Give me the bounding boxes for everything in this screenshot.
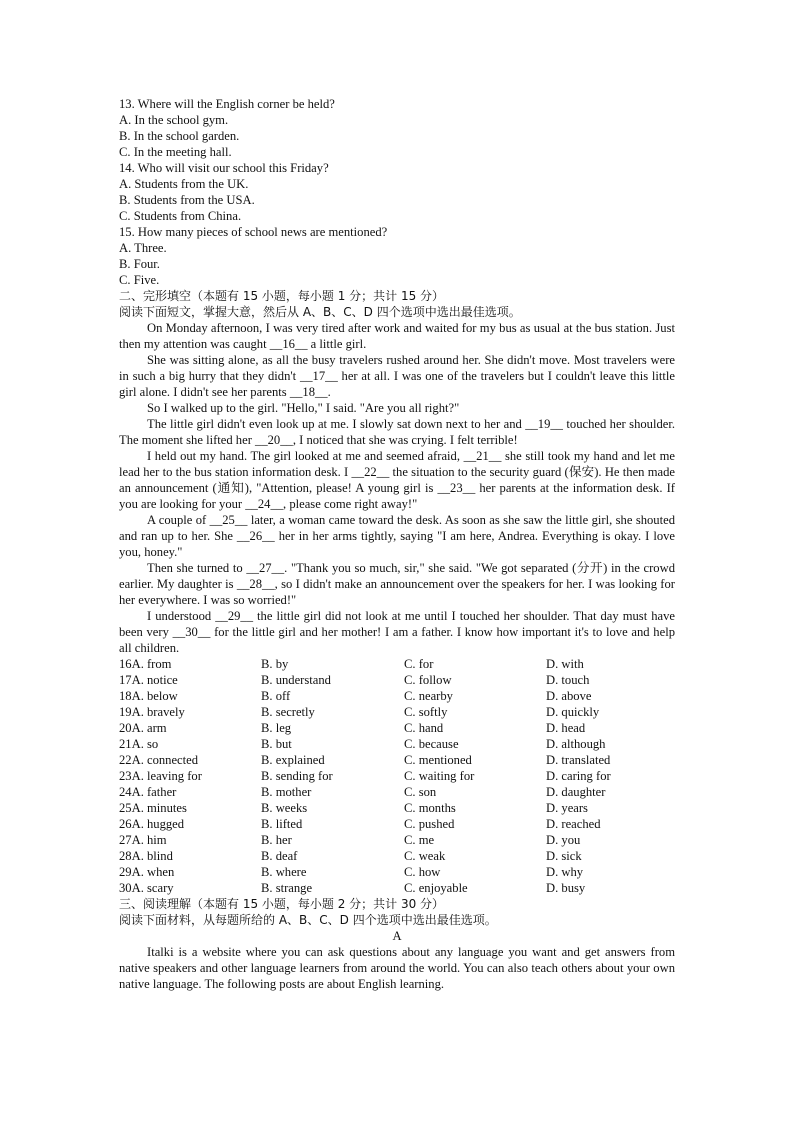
option-a: A. In the school gym.: [119, 113, 229, 127]
passage-paragraph: A couple of __25__ later, a woman came toward the desk. As soon as she saw the little girl, she shouted and ran up to her. She __26__ her in her arms tightly, saying "I am here, Andrea. Everything is okay. I love you, honey.": [119, 513, 675, 559]
option-cell: B. off: [261, 689, 291, 703]
option-cell: C. enjoyable: [404, 881, 468, 895]
cloze-passage: [119, 320, 675, 656]
part-label: A: [392, 929, 402, 943]
option-cell: C. nearby: [404, 689, 453, 703]
option-cell: D. sick: [546, 849, 582, 863]
passage-paragraph: I understood __29__ the little girl did not look at me until I touched her shoulder. That day must have been very __30__ for the little girl and her mother! I am a father. I know how important it's to love and help all children.: [119, 609, 675, 655]
option-cell: 24A. father: [119, 785, 177, 799]
option-row: [119, 848, 675, 864]
reading-section: [119, 896, 675, 992]
option-b: B. Students from the USA.: [119, 193, 255, 207]
option-cell: 16A. from: [119, 657, 172, 671]
option-row: [119, 800, 675, 816]
question-text: 14. Who will visit our school this Friday?: [119, 161, 329, 175]
option-cell: 28A. blind: [119, 849, 173, 863]
option-cell: B. but: [261, 737, 292, 751]
option-cell: D. head: [546, 721, 586, 735]
option-row: [119, 688, 675, 704]
option-cell: B. leg: [261, 721, 292, 735]
option-cell: D. reached: [546, 817, 601, 831]
option-row: [119, 704, 675, 720]
option-cell: D. translated: [546, 753, 611, 767]
option-cell: 26A. hugged: [119, 817, 185, 831]
question-13: [119, 96, 675, 160]
section-instruction: 阅读下面材料，从每题所给的 A、B、C、D 四个选项中选出最佳选项。: [119, 913, 497, 927]
option-cell: B. her: [261, 833, 292, 847]
passage-paragraph: The little girl didn't even look up at me. I slowly sat down next to her and __19__ touched her shoulder. The moment she lifted her __20__, I noticed that she was crying. I felt terrible!: [119, 417, 675, 447]
option-cell: B. where: [261, 865, 307, 879]
option-cell: B. strange: [261, 881, 313, 895]
passage-paragraph: So I walked up to the girl. "Hello," I said. "Are you all right?": [147, 401, 460, 415]
listening-questions: [119, 96, 675, 288]
option-cell: B. explained: [261, 753, 325, 767]
section-heading: 二、完形填空（本题有 15 小题，每小题 1 分；共计 15 分）: [119, 289, 445, 303]
option-cell: C. for: [404, 657, 434, 671]
option-cell: 23A. leaving for: [119, 769, 202, 783]
option-cell: 25A. minutes: [119, 801, 187, 815]
option-cell: D. although: [546, 737, 606, 751]
option-cell: 20A. arm: [119, 721, 167, 735]
cloze-options-table: [119, 656, 675, 896]
section-heading: 三、阅读理解（本题有 15 小题，每小题 2 分；共计 30 分）: [119, 897, 445, 911]
option-cell: D. why: [546, 865, 584, 879]
exam-page: [119, 96, 675, 992]
option-cell: C. how: [404, 865, 441, 879]
option-row: [119, 752, 675, 768]
option-cell: B. deaf: [261, 849, 298, 863]
cloze-section: [119, 288, 675, 896]
option-row: [119, 832, 675, 848]
option-cell: 19A. bravely: [119, 705, 185, 719]
option-row: [119, 656, 675, 672]
option-cell: 22A. connected: [119, 753, 199, 767]
option-cell: D. busy: [546, 881, 586, 895]
option-cell: B. understand: [261, 673, 331, 687]
option-cell: C. me: [404, 833, 435, 847]
option-cell: C. son: [404, 785, 437, 799]
option-b: B. In the school garden.: [119, 129, 240, 143]
option-cell: D. years: [546, 801, 588, 815]
option-cell: B. lifted: [261, 817, 303, 831]
question-14: [119, 160, 675, 224]
option-cell: D. caring for: [546, 769, 611, 783]
option-cell: D. touch: [546, 673, 590, 687]
option-b: B. Four.: [119, 257, 160, 271]
question-15: [119, 224, 675, 288]
option-cell: D. you: [546, 833, 581, 847]
option-cell: C. because: [404, 737, 459, 751]
option-cell: B. by: [261, 657, 289, 671]
option-cell: C. hand: [404, 721, 444, 735]
option-cell: C. softly: [404, 705, 448, 719]
option-row: [119, 672, 675, 688]
option-row: [119, 784, 675, 800]
passage-paragraph: She was sitting alone, as all the busy travelers rushed around her. She didn't move. Most travelers were in such a big hurry that they didn't __17__ her at all. I was one of the travelers but I couldn't leave this little girl alone. I didn't see her parents __18__.: [119, 353, 675, 399]
passage-paragraph: Then she turned to __27__. "Thank you so much, sir," she said. "We got separated (分开) in the crowd earlier. My daughter is __28__, so I didn't make an announcement over the speakers for her. I was looking for her everywhere. I was so worried!": [119, 561, 675, 607]
option-cell: C. pushed: [404, 817, 455, 831]
option-cell: D. quickly: [546, 705, 600, 719]
option-c: C. In the meeting hall.: [119, 145, 232, 159]
option-cell: D. with: [546, 657, 584, 671]
option-cell: B. mother: [261, 785, 312, 799]
option-row: [119, 864, 675, 880]
option-a: A. Three.: [119, 241, 167, 255]
option-cell: 29A. when: [119, 865, 175, 879]
option-cell: 21A. so: [119, 737, 159, 751]
question-text: 15. How many pieces of school news are mentioned?: [119, 225, 388, 239]
option-cell: C. weak: [404, 849, 446, 863]
option-cell: C. months: [404, 801, 456, 815]
reading-paragraph: Italki is a website where you can ask questions about any language you want and get answers from native speakers and other language learners from around the world. You can also teach others about your own native language. The following posts are about English learning.: [119, 945, 675, 991]
option-cell: 17A. notice: [119, 673, 178, 687]
option-row: [119, 816, 675, 832]
option-cell: C. mentioned: [404, 753, 472, 767]
option-row: [119, 736, 675, 752]
option-cell: B. weeks: [261, 801, 308, 815]
section-instruction: 阅读下面短文，掌握大意，然后从 A、B、C、D 四个选项中选出最佳选项。: [119, 305, 521, 319]
option-cell: D. above: [546, 689, 592, 703]
option-row: [119, 880, 675, 896]
option-cell: 30A. scary: [119, 881, 174, 895]
passage-paragraph: I held out my hand. The girl looked at me and seemed afraid, __21__ she still took my hand and let me lead her to the bus station information desk. I __22__ the situation to the security guard (保安). He then made an announcement (通知), "Attention, please! A young girl is __23__ her parents at the information desk. If you are looking for your __24__, please come right away!": [119, 449, 675, 511]
option-cell: B. sending for: [261, 769, 333, 783]
option-cell: C. waiting for: [404, 769, 475, 783]
option-cell: D. daughter: [546, 785, 606, 799]
option-cell: B. secretly: [261, 705, 315, 719]
option-a: A. Students from the UK.: [119, 177, 249, 191]
passage-paragraph: On Monday afternoon, I was very tired after work and waited for my bus as usual at the bus station. Just then my attention was caught __16__ a little girl.: [119, 321, 675, 351]
option-cell: C. follow: [404, 673, 452, 687]
option-c: C. Five.: [119, 273, 160, 287]
option-c: C. Students from China.: [119, 209, 242, 223]
question-text: 13. Where will the English corner be held?: [119, 97, 335, 111]
option-row: [119, 768, 675, 784]
option-row: [119, 720, 675, 736]
option-cell: 18A. below: [119, 689, 178, 703]
option-cell: 27A. him: [119, 833, 167, 847]
